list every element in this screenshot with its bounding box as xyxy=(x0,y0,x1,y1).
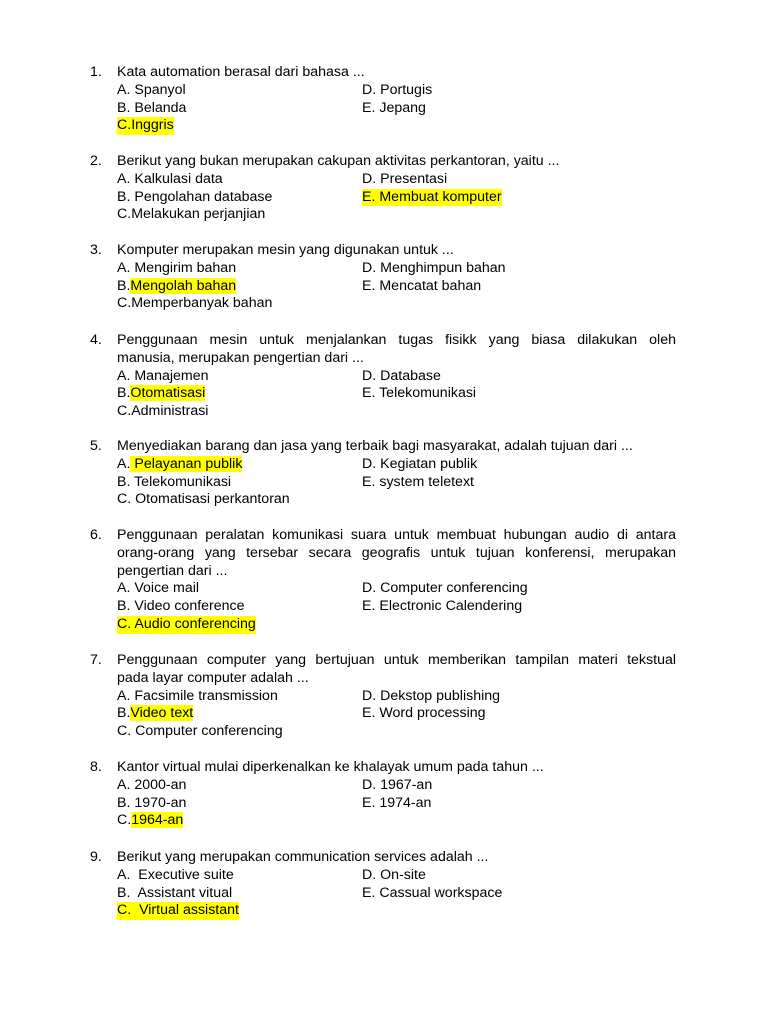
question-9 xyxy=(0,849,768,920)
option-row xyxy=(0,171,768,189)
question-stem: Penggunaan mesin untuk menjalankan tugas fisikk yang biasa dilakukan oleh xyxy=(117,332,676,348)
option-text: Computer conferencing xyxy=(380,580,528,597)
option-a: A. Manajemen xyxy=(117,367,209,384)
option-d: D. Presentasi xyxy=(362,170,448,187)
question-2 xyxy=(0,153,768,224)
option-text: Membuat komputer xyxy=(379,188,502,205)
option-row xyxy=(0,474,768,492)
option-row xyxy=(0,777,768,795)
option-text: Kegiatan publik xyxy=(380,455,478,472)
question-3 xyxy=(0,242,768,313)
option-c: C.Melakukan perjanjian xyxy=(117,206,266,223)
option-row xyxy=(0,206,768,224)
option-b: B. 1970-an xyxy=(117,794,187,811)
option-text: Telekomunikasi xyxy=(379,385,477,402)
option-text-highlighted-answer: Pelayanan publik xyxy=(130,456,242,472)
question-stem-line xyxy=(0,849,768,867)
question-stem: Penggunaan peralatan komunikasi suara untuk membuat hubungan audio di antara xyxy=(117,527,676,543)
option-row xyxy=(0,598,768,616)
question-stem: pengertian dari ... xyxy=(117,562,228,579)
option-d: D. On-site xyxy=(362,866,426,883)
option-a: A. Facsimile transmission xyxy=(117,687,278,704)
option-text: On-site xyxy=(380,866,426,883)
option-text: Virtual assistant xyxy=(139,902,239,919)
option-text-highlighted-answer: Video text xyxy=(130,705,194,722)
option-row xyxy=(0,368,768,386)
option-row xyxy=(0,260,768,278)
question-stem: pada layar computer adalah ... xyxy=(117,669,309,686)
option-text: Computer conferencing xyxy=(135,723,283,740)
option-row xyxy=(0,82,768,100)
option-row xyxy=(0,885,768,903)
question-number: 5. xyxy=(90,438,102,454)
question-stem: Berikut yang merupakan communication services adalah ... xyxy=(117,849,489,865)
option-text: 1974-an xyxy=(379,794,432,811)
option-c: C. Otomatisasi perkantoran xyxy=(117,491,290,508)
question-number: 2. xyxy=(90,153,102,169)
option-d: D. 1967-an xyxy=(362,776,433,793)
option-a: A. Voice mail xyxy=(117,580,200,597)
question-stem-line xyxy=(0,242,768,260)
option-text-highlighted-answer: Mengolah bahan xyxy=(130,277,237,294)
option-b: B. Pengolahan database xyxy=(117,188,273,205)
question-stem: Menyediakan barang dan jasa yang terbaik bagi masyarakat, adalah tujuan dari ... xyxy=(117,438,633,454)
option-b: B. Assistant vitual xyxy=(117,884,233,901)
option-text: 1967-an xyxy=(380,776,433,793)
question-number: 4. xyxy=(90,332,102,348)
option-c: C. Computer conferencing xyxy=(117,723,283,740)
option-text: Belanda xyxy=(134,99,187,116)
option-b: B.Video text xyxy=(117,705,194,722)
option-e: E. 1974-an xyxy=(362,794,432,811)
question-5 xyxy=(0,438,768,509)
option-text: Dekstop publishing xyxy=(380,687,501,704)
option-text-highlighted-answer: Otomatisasi xyxy=(130,385,206,402)
question-1 xyxy=(0,64,768,135)
option-c: C.1964-an xyxy=(117,812,184,829)
option-text: system teletext xyxy=(379,473,474,490)
question-stem: orang-orang yang tersebar secara geografis untuk tujuan konferensi, merupakan xyxy=(117,544,676,561)
option-row xyxy=(0,812,768,830)
option-e: E. Electronic Calendering xyxy=(362,598,523,615)
option-e: E. Mencatat bahan xyxy=(362,277,482,294)
question-number: 1. xyxy=(90,64,102,80)
option-text: Mencatat bahan xyxy=(379,277,482,294)
option-c-highlighted-answer: C. Audio conferencing xyxy=(117,615,256,632)
option-row xyxy=(0,580,768,598)
option-row xyxy=(0,723,768,741)
option-text: Portugis xyxy=(380,81,433,98)
question-stem-line xyxy=(0,64,768,82)
option-text: Inggris xyxy=(131,117,174,134)
option-a: A. Spanyol xyxy=(117,81,186,98)
option-row xyxy=(0,688,768,706)
option-row xyxy=(0,100,768,118)
option-text: Kalkulasi data xyxy=(134,170,223,187)
question-stem-line xyxy=(0,350,768,368)
option-row xyxy=(0,385,768,403)
option-d: D. Portugis xyxy=(362,81,433,98)
option-text: Mengirim bahan xyxy=(134,259,237,276)
option-row xyxy=(0,867,768,885)
question-stem-line xyxy=(0,438,768,456)
option-text: Facsimile transmission xyxy=(134,687,278,704)
option-a: A. Executive suite xyxy=(117,866,234,883)
question-7 xyxy=(0,652,768,741)
option-row xyxy=(0,456,768,474)
option-row xyxy=(0,491,768,509)
question-4 xyxy=(0,332,768,421)
option-text: Pengolahan database xyxy=(134,188,273,205)
option-b: B. Video conference xyxy=(117,598,245,615)
option-row xyxy=(0,403,768,421)
option-c: C.Administrasi xyxy=(117,403,209,420)
question-stem: Kantor virtual mulai diperkenalkan ke khalayak umum pada tahun ... xyxy=(117,759,544,775)
question-number: 7. xyxy=(90,652,102,668)
option-text: Assistant vitual xyxy=(137,884,233,901)
option-text: Menghimpun bahan xyxy=(380,259,506,276)
question-stem: Komputer merupakan mesin yang digunakan untuk ... xyxy=(117,242,454,258)
option-text: Otomatisasi perkantoran xyxy=(135,491,290,508)
question-stem-line xyxy=(0,545,768,563)
option-row xyxy=(0,902,768,920)
option-a: A. 2000-an xyxy=(117,776,187,793)
option-text: Melakukan perjanjian xyxy=(131,206,266,223)
question-number: 6. xyxy=(90,527,102,543)
option-row xyxy=(0,616,768,634)
option-e: E. system teletext xyxy=(362,473,474,490)
question-8 xyxy=(0,759,768,830)
option-row xyxy=(0,705,768,723)
option-e-highlighted-answer: E. Membuat komputer xyxy=(362,188,502,205)
option-text: 2000-an xyxy=(134,776,187,793)
option-e: E. Word processing xyxy=(362,705,486,722)
option-text: Voice mail xyxy=(134,580,200,597)
option-row xyxy=(0,295,768,313)
option-c-highlighted-answer: C. Virtual assistant xyxy=(117,902,239,919)
option-c-highlighted-answer: C.Inggris xyxy=(117,117,174,134)
option-d: D. Dekstop publishing xyxy=(362,687,501,704)
option-a: A. Pelayanan publik xyxy=(117,455,243,472)
option-b: B. Telekomunikasi xyxy=(117,473,232,490)
option-text: Executive suite xyxy=(138,866,234,883)
question-6 xyxy=(0,527,768,634)
question-stem: Berikut yang bukan merupakan cakupan aktivitas perkantoran, yaitu ... xyxy=(117,153,560,169)
option-text: Presentasi xyxy=(380,170,448,187)
question-stem-line xyxy=(0,153,768,171)
question-number: 8. xyxy=(90,759,102,775)
option-text: Audio conferencing xyxy=(134,615,256,632)
option-row xyxy=(0,189,768,207)
question-stem: Penggunaan computer yang bertujuan untuk memberikan tampilan materi tekstual xyxy=(117,652,676,668)
option-e: E. Cassual workspace xyxy=(362,884,503,901)
option-a: A. Mengirim bahan xyxy=(117,259,237,276)
option-text: Manajemen xyxy=(134,367,209,384)
question-stem-line xyxy=(0,759,768,777)
option-text: Memperbanyak bahan xyxy=(131,295,273,312)
option-text: Administrasi xyxy=(131,403,209,420)
question-stem-line xyxy=(0,332,768,350)
question-stem-line xyxy=(0,670,768,688)
question-number: 9. xyxy=(90,849,102,865)
option-text: Cassual workspace xyxy=(379,884,503,901)
option-d: D. Computer conferencing xyxy=(362,580,528,597)
option-text: Jepang xyxy=(379,99,426,116)
option-b: B.Mengolah bahan xyxy=(117,277,237,294)
option-b: B.Otomatisasi xyxy=(117,385,206,402)
option-text: 1970-an xyxy=(134,794,187,811)
option-row xyxy=(0,117,768,135)
question-number: 3. xyxy=(90,242,102,258)
option-d: D. Kegiatan publik xyxy=(362,455,478,472)
option-e: E. Jepang xyxy=(362,99,426,116)
option-text: Database xyxy=(380,367,441,384)
option-b: B. Belanda xyxy=(117,99,187,116)
option-a: A. Kalkulasi data xyxy=(117,170,223,187)
option-c: C.Memperbanyak bahan xyxy=(117,295,273,312)
option-text: Electronic Calendering xyxy=(379,598,523,615)
question-stem: Kata automation berasal dari bahasa ... xyxy=(117,64,365,80)
option-row xyxy=(0,278,768,296)
question-stem-line xyxy=(0,563,768,581)
option-text: Telekomunikasi xyxy=(134,473,232,490)
option-text: Spanyol xyxy=(134,81,186,98)
question-stem: manusia, merupakan pengertian dari ... xyxy=(117,349,364,366)
option-row xyxy=(0,795,768,813)
option-text: Video conference xyxy=(134,598,245,615)
question-stem-line xyxy=(0,652,768,670)
option-d: D. Database xyxy=(362,367,441,384)
option-text: Word processing xyxy=(379,705,486,722)
option-d: D. Menghimpun bahan xyxy=(362,259,506,276)
question-stem-line xyxy=(0,527,768,545)
option-text-highlighted-answer: 1964-an xyxy=(131,812,184,829)
option-e: E. Telekomunikasi xyxy=(362,385,477,402)
